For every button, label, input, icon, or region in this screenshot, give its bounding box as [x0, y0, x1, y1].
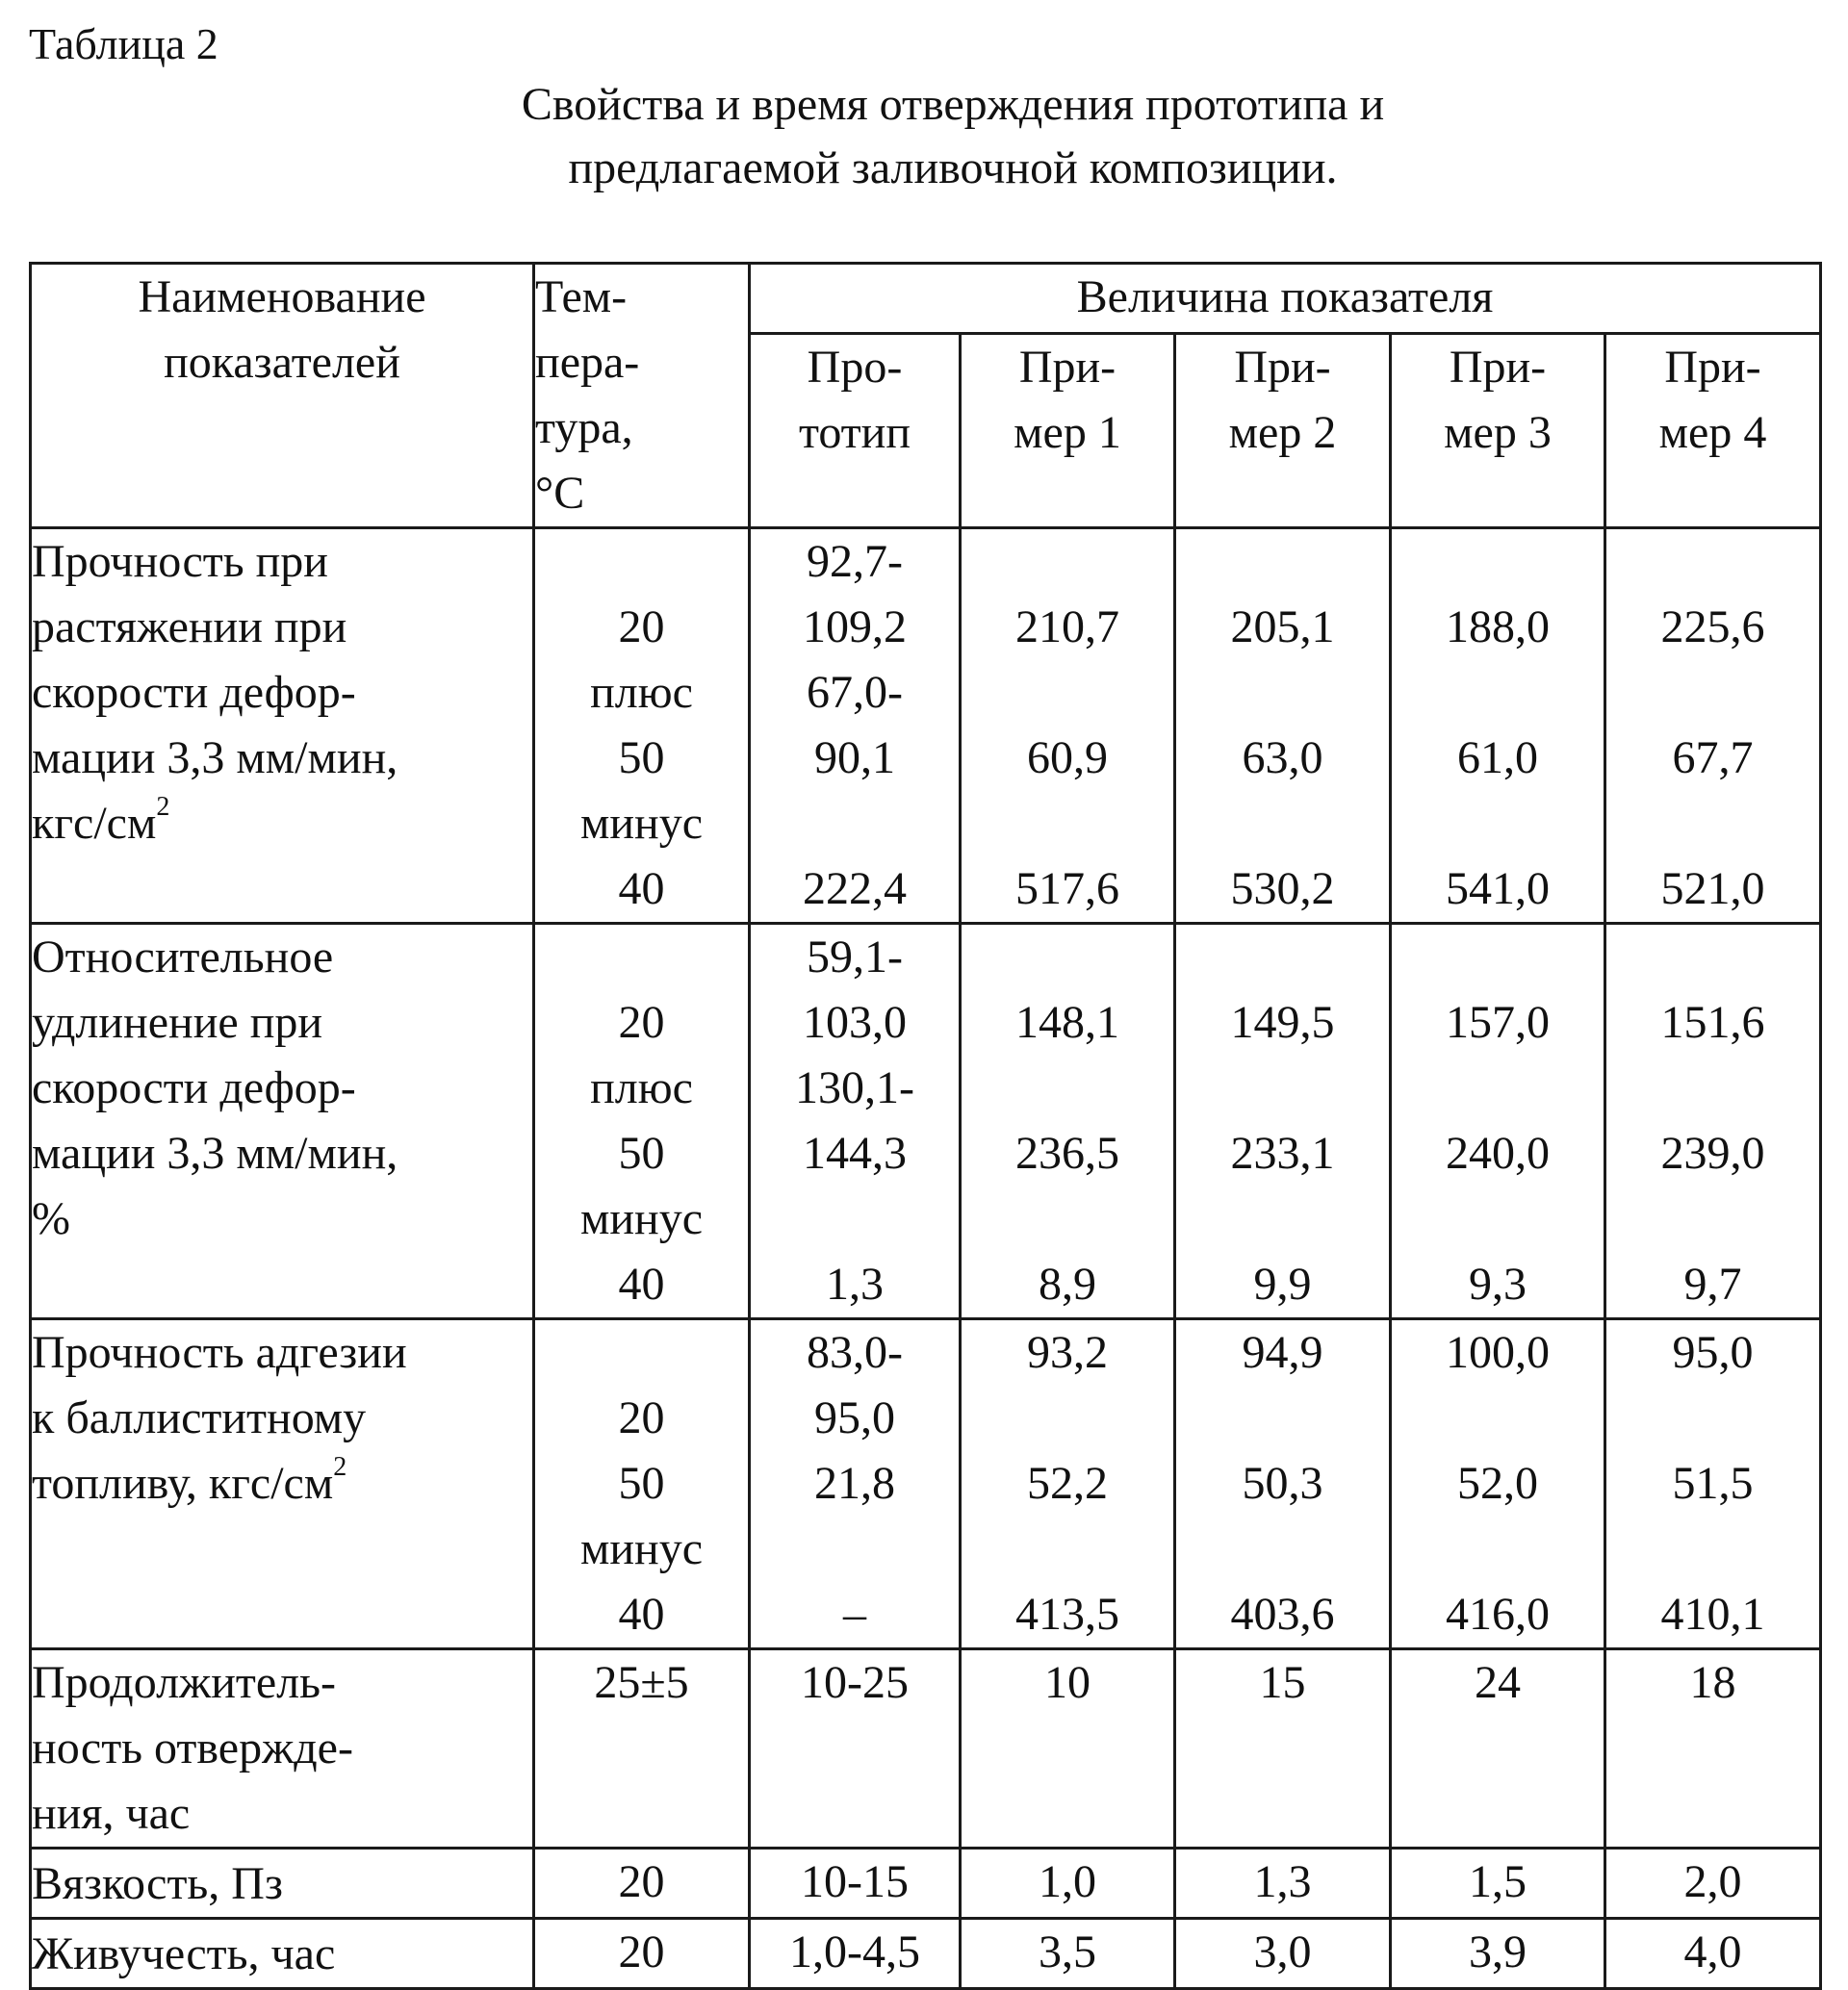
header-text: мер 2: [1228, 406, 1337, 458]
value-line: 410,1: [1660, 1589, 1765, 1640]
header-text: При-: [1234, 341, 1331, 393]
properties-table: [29, 262, 1822, 1990]
value-line: 60,9: [1027, 732, 1108, 783]
row-name-line: растяжении при: [32, 601, 347, 652]
value-line: 92,7-: [807, 536, 903, 587]
temperature-line: минус: [579, 798, 704, 849]
example-4-cell: [1605, 924, 1821, 1319]
value-line: 95,0: [1672, 1327, 1754, 1378]
row-name-cell: [31, 1319, 534, 1649]
example-4-cell: [1605, 528, 1821, 924]
example-1-cell: 1,0: [961, 1849, 1175, 1919]
value-line: 530,2: [1230, 863, 1335, 914]
value-line: 9,3: [1469, 1259, 1527, 1310]
superscript: 2: [156, 792, 170, 822]
value-line: 52,0: [1457, 1458, 1538, 1509]
row-name-line: к баллиститному: [32, 1392, 367, 1443]
temperature-line: плюс: [590, 667, 693, 718]
row-name-cell: Вязкость, Пз: [31, 1849, 534, 1919]
value-line: 63,0: [1242, 732, 1323, 783]
value-line: 517,6: [1015, 863, 1119, 914]
row-name-line: удлинение при: [32, 997, 323, 1048]
header-temperature-cell: [534, 264, 750, 528]
value-line: 157,0: [1446, 997, 1550, 1048]
value-line: 222,4: [803, 863, 907, 914]
example-4-cell: 2,0: [1605, 1849, 1821, 1919]
value-line: 9,9: [1253, 1259, 1312, 1310]
header-row: [31, 264, 1821, 334]
value-line: 8,9: [1039, 1259, 1096, 1310]
value-line: 67,0-: [807, 667, 903, 718]
temperature-line: 50: [618, 732, 665, 783]
prototype-cell: 10-15: [750, 1849, 961, 1919]
example-4-cell: 4,0: [1605, 1919, 1821, 1989]
value-line: 416,0: [1446, 1589, 1550, 1640]
example-3-cell: [1391, 528, 1605, 924]
header-prototype-cell: [750, 333, 961, 527]
title-line: предлагаемой заливочной композиции.: [568, 142, 1338, 193]
header-example-3-cell: [1391, 333, 1605, 527]
header-text: При-: [1018, 341, 1116, 393]
value-line: 9,7: [1683, 1259, 1742, 1310]
table-row: [31, 1319, 1821, 1649]
example-1-cell: [961, 528, 1175, 924]
temperature-line: 20: [618, 1392, 665, 1443]
example-4-cell: [1605, 1319, 1821, 1649]
value-line: 233,1: [1230, 1128, 1335, 1179]
value-line: 151,6: [1660, 997, 1765, 1048]
table-row: [31, 924, 1821, 1319]
row-name-line: мации 3,3 мм/мин,: [32, 1128, 398, 1179]
prototype-cell: [750, 924, 961, 1319]
temperature-cell: [534, 528, 750, 924]
header-text: тура,: [535, 402, 633, 453]
row-name-cell: [31, 528, 534, 924]
header-example-4-cell: [1605, 333, 1821, 527]
value-line: 109,2: [803, 601, 907, 652]
header-text: пера-: [535, 337, 640, 388]
value-line: 95,0: [814, 1392, 895, 1443]
table-caption: Таблица 2: [29, 19, 218, 68]
value-line: 52,2: [1027, 1458, 1108, 1509]
value-line: 240,0: [1446, 1128, 1550, 1179]
example-3-cell: 24: [1391, 1649, 1605, 1849]
table-row: [31, 1649, 1821, 1849]
example-2-cell: 3,0: [1175, 1919, 1391, 1989]
value-line: 59,1-: [807, 931, 903, 982]
value-line: –: [843, 1589, 866, 1640]
table-row: [31, 1849, 1821, 1919]
value-line: 83,0-: [807, 1327, 903, 1378]
temperature-line: 50: [618, 1458, 665, 1509]
superscript: 2: [333, 1452, 347, 1482]
unit-text: топливу, кгс/см: [32, 1458, 334, 1509]
value-line: 93,2: [1027, 1327, 1108, 1378]
header-text: мер 4: [1658, 406, 1767, 458]
prototype-cell: [750, 1319, 961, 1649]
unit-text: кгс/см: [32, 798, 157, 849]
temperature-line: минус: [579, 1523, 704, 1574]
value-line: 21,8: [814, 1458, 895, 1509]
value-line: 413,5: [1015, 1589, 1119, 1640]
temperature-cell: [534, 924, 750, 1319]
header-text: Тем-: [535, 271, 628, 322]
header-group-cell: Величина показателя: [750, 264, 1821, 334]
table-row: [31, 1919, 1821, 1989]
header-text: показателей: [164, 337, 400, 388]
row-name-line: [32, 791, 532, 856]
header-name-cell: [31, 264, 534, 528]
row-name-line: скорости дефор-: [32, 1062, 356, 1113]
row-name-line: ния, час: [32, 1788, 191, 1839]
value-line: 188,0: [1446, 601, 1550, 652]
example-1-cell: [961, 924, 1175, 1319]
header-text: °C: [535, 468, 585, 519]
temperature-line: 20: [618, 997, 665, 1048]
row-name-line: скорости дефор-: [32, 667, 356, 718]
header-text: мер 3: [1444, 406, 1552, 458]
example-2-cell: 1,3: [1175, 1849, 1391, 1919]
temperature-cell: [534, 1319, 750, 1649]
example-3-cell: 1,5: [1391, 1849, 1605, 1919]
header-example-1-cell: [961, 333, 1175, 527]
prototype-cell: 10-25: [750, 1649, 961, 1849]
row-name-line: ность отвержде-: [32, 1722, 353, 1773]
temperature-cell: 20: [534, 1849, 750, 1919]
temperature-line: 40: [618, 1259, 665, 1310]
example-3-cell: 3,9: [1391, 1919, 1605, 1989]
example-2-cell: [1175, 924, 1391, 1319]
example-1-cell: 10: [961, 1649, 1175, 1849]
row-name-line: мации 3,3 мм/мин,: [32, 732, 398, 783]
value-line: 210,7: [1015, 601, 1119, 652]
value-line: 239,0: [1660, 1128, 1765, 1179]
value-line: 61,0: [1457, 732, 1538, 783]
header-text: Наименование: [138, 271, 426, 322]
row-name-line: %: [32, 1193, 70, 1244]
header-text: При-: [1449, 341, 1547, 393]
example-3-cell: [1391, 924, 1605, 1319]
example-2-cell: 15: [1175, 1649, 1391, 1849]
table-row: [31, 528, 1821, 924]
example-3-cell: [1391, 1319, 1605, 1649]
row-name-cell: Живучесть, час: [31, 1919, 534, 1989]
value-line: 67,7: [1672, 732, 1754, 783]
temperature-line: 20: [618, 601, 665, 652]
example-2-cell: [1175, 1319, 1391, 1649]
row-name-line: Относительное: [32, 931, 334, 982]
prototype-cell: [750, 528, 961, 924]
row-name-line: [32, 1451, 532, 1517]
row-name-cell: [31, 1649, 534, 1849]
temperature-cell: 25±5: [534, 1649, 750, 1849]
prototype-cell: 1,0-4,5: [750, 1919, 961, 1989]
temperature-line: минус: [579, 1193, 704, 1244]
example-1-cell: [961, 1319, 1175, 1649]
example-2-cell: [1175, 528, 1391, 924]
temperature-line: 50: [618, 1128, 665, 1179]
value-line: 541,0: [1446, 863, 1550, 914]
row-name-line: Продолжитель-: [32, 1657, 336, 1708]
value-line: 94,9: [1242, 1327, 1323, 1378]
row-name-line: Прочность при: [32, 536, 328, 587]
value-line: 205,1: [1230, 601, 1335, 652]
row-name-cell: [31, 924, 534, 1319]
value-line: 403,6: [1230, 1589, 1335, 1640]
temperature-line: 40: [618, 1589, 665, 1640]
value-line: 90,1: [814, 732, 895, 783]
title-line: Свойства и время отверждения прототипа и: [521, 79, 1385, 130]
value-line: 149,5: [1230, 997, 1335, 1048]
table-title: [0, 73, 1848, 200]
header-example-2-cell: [1175, 333, 1391, 527]
value-line: 236,5: [1015, 1128, 1119, 1179]
value-line: 130,1-: [795, 1062, 914, 1113]
value-line: 50,3: [1242, 1458, 1323, 1509]
header-text: Про-: [807, 341, 903, 393]
example-4-cell: 18: [1605, 1649, 1821, 1849]
value-line: 100,0: [1446, 1327, 1550, 1378]
temperature-cell: 20: [534, 1919, 750, 1989]
header-text: мер 1: [1014, 406, 1121, 458]
value-line: 148,1: [1015, 997, 1119, 1048]
value-line: 521,0: [1660, 863, 1765, 914]
value-line: 51,5: [1672, 1458, 1754, 1509]
value-line: 103,0: [803, 997, 907, 1048]
row-name-line: Прочность адгезии: [32, 1327, 407, 1378]
temperature-line: 40: [618, 863, 665, 914]
header-text: При-: [1664, 341, 1761, 393]
value-line: 144,3: [803, 1128, 907, 1179]
temperature-line: плюс: [590, 1062, 693, 1113]
value-line: 1,3: [826, 1259, 884, 1310]
value-line: 225,6: [1660, 601, 1765, 652]
header-text: тотип: [798, 406, 911, 458]
example-1-cell: 3,5: [961, 1919, 1175, 1989]
